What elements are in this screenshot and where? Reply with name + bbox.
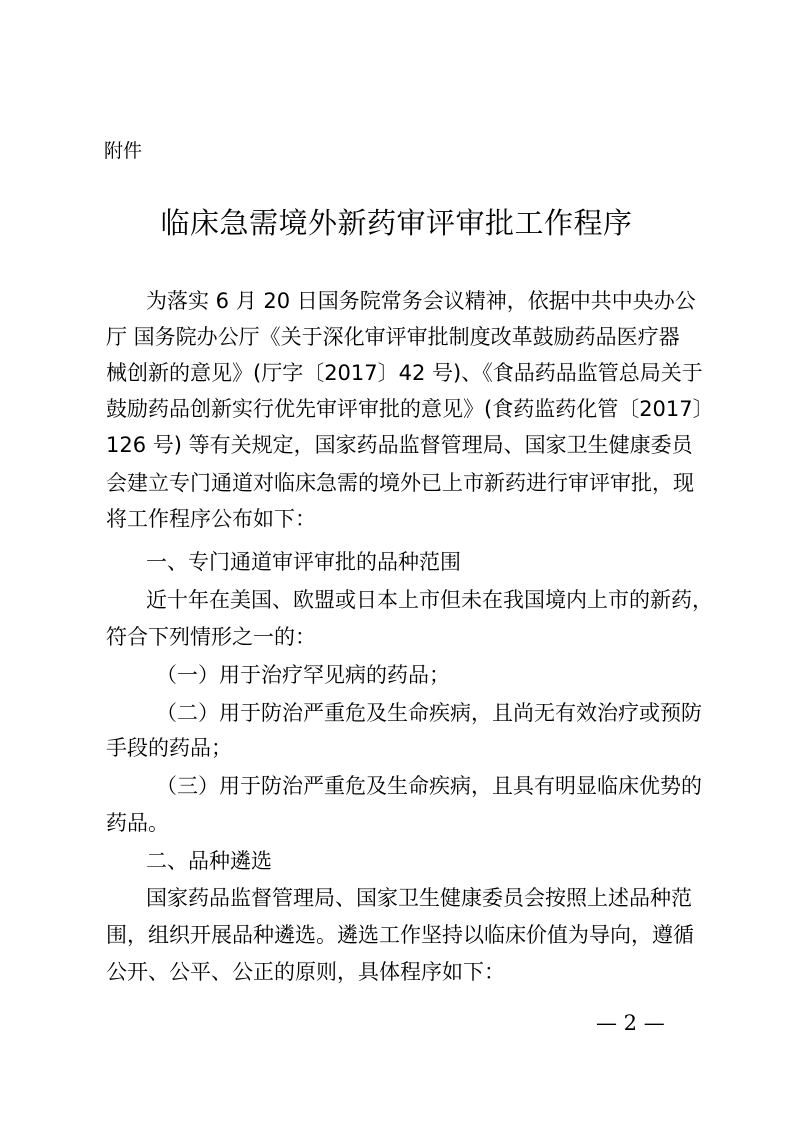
section-heading: 二、品种遴选: [146, 849, 272, 873]
list-item: （二）用于防治严重危及生命疾病，且尚无有效治疗或预防: [156, 701, 702, 725]
body-line: 药品。: [106, 811, 169, 835]
section-heading: 一、专门通道审评审批的品种范围: [146, 550, 461, 574]
body-line: 126 号) 等有关规定，国家药品监督管理局、国家卫生健康委员: [106, 433, 693, 457]
body-line: 近十年在美国、欧盟或日本上市但未在我国境内上市的新药，: [146, 588, 713, 612]
body-line: 厅 国务院办公厅《关于深化审评审批制度改革鼓励药品医疗器: [106, 325, 680, 349]
body-line: 会建立专门通道对临床急需的境外已上市新药进行审评审批，现: [106, 471, 694, 495]
page-title: 临床急需境外新药审评审批工作程序: [160, 206, 633, 240]
body-line: 为落实 6 月 20 日国务院常务会议精神，依据中共中央办公: [146, 289, 696, 313]
body-line: 鼓励药品创新实行优先审评审批的意见》(食药监药化管〔2017〕: [106, 397, 714, 421]
page-number: — 2 —: [596, 1011, 665, 1035]
list-item: （三）用于防治严重危及生命疾病，且具有明显临床优势的: [156, 774, 702, 798]
list-item: （一）用于治疗罕见病的药品；: [156, 663, 450, 687]
body-line: 符合下列情形之一的：: [106, 625, 316, 649]
body-line: 将工作程序公布如下：: [106, 507, 316, 531]
body-line: 手段的药品；: [106, 736, 232, 760]
body-line: 械创新的意见》(厅字〔2017〕42 号)、《食品药品监管总局关于: [106, 361, 703, 385]
body-line: 国家药品监督管理局、国家卫生健康委员会按照上述品种范: [146, 886, 692, 910]
body-line: 围，组织开展品种遴选。遴选工作坚持以临床价值为导向，遵循: [106, 923, 694, 947]
attachment-label: 附件: [104, 140, 143, 162]
body-line: 公开、公平、公正的原则，具体程序如下：: [106, 960, 505, 984]
